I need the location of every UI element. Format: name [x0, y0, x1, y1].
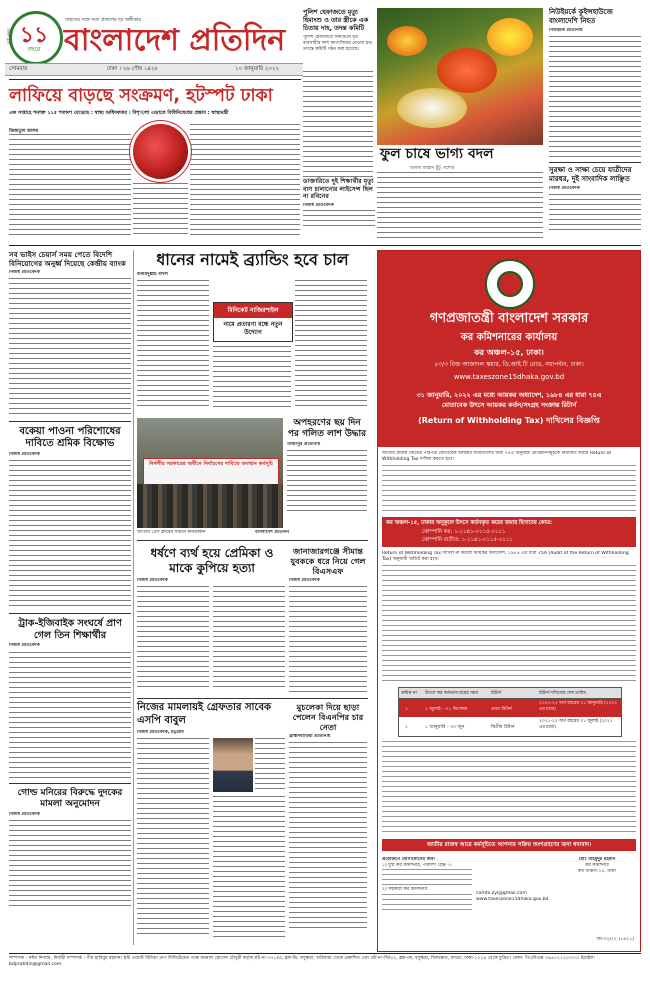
ny-text-lines — [549, 36, 641, 158]
th-serial: ক্রমিক নং — [401, 691, 418, 696]
table-row — [399, 717, 621, 735]
ad-contact-mid — [476, 891, 556, 921]
abducted-byline: গাজীপুর প্রতিনিধি — [287, 442, 321, 447]
bnp-headline: মুচলেকা দিয়ে ছাড়া পেলেন বিএনপির চার নেতা — [292, 702, 364, 732]
date-bn: ঢাকা । ২৬ পৌষ ১৪২৮ — [107, 66, 159, 72]
cell: ১ জুলাই - ৩১ ডিসেম্বর — [425, 707, 468, 712]
boy-story — [289, 546, 367, 696]
flower-cluster-1 — [387, 26, 427, 56]
rice-headline: ধানের নামেই ব্র্যান্ডিং হবে চাল — [156, 250, 349, 269]
rape-byline: নিজস্ব প্রতিবেদক — [137, 578, 168, 583]
rice-col-1 — [137, 280, 209, 410]
truck-headline: ট্রাক-ইজিবাইক সংঘর্ষে প্রাণ গেল তিন শিক্ষার্থীর — [18, 618, 122, 641]
babul-col-2b — [255, 738, 285, 792]
babul-col-1 — [137, 738, 209, 938]
table-row — [399, 699, 621, 717]
ad-notice-title: (Return of Withholding Tax) দাখিলের বিজ্ঞপ্তি — [418, 416, 600, 425]
ad-schedule-table — [398, 687, 622, 737]
rice-col-3 — [295, 280, 367, 410]
babul-byline: নিজস্ব প্রতিবেদক, চট্টগ্রাম — [137, 730, 184, 735]
flower-story-lines — [377, 172, 543, 238]
ad-footer-note: জাতীয় রাজস্ব আয়ে কর্মসূচিতে আপনার সক্রিয় অংশগ্রহণের জন্য ধন্যবাদ। — [426, 842, 592, 848]
date-strip — [5, 63, 303, 76]
th-period: উৎসে কর কর্তন/সংগ্রহের সময় — [425, 691, 479, 696]
truck-byline: নিজস্ব প্রতিবেদক — [9, 643, 40, 649]
date-en: ১০ জানুয়ারি ২০২২ — [235, 66, 280, 72]
murder-story — [303, 178, 375, 248]
protest-photo — [137, 418, 283, 528]
cell: ২০২১-২২ অর্থ বছরের ৩১ জানুয়ারি (২০২২ এর মধ্যে) — [539, 701, 618, 712]
emblem-center — [497, 271, 523, 297]
lead-headline: লাফিয়ে বাড়ছে সংক্রমণ, হটস্পট ঢাকা — [9, 86, 273, 106]
ad-body-para2: Return of Withholding Tax দাখিল না করলে আয়কর অধ্যাদেশ, ১৯৮৪ এর ধারা 75A (Audit of the Return of Withholding Tax) অনুযায়ী অডিট করা হবে। — [382, 551, 629, 563]
lead-col-1 — [9, 134, 131, 238]
ad-header — [378, 251, 640, 447]
table-header-row — [399, 688, 621, 699]
sarasa-headline: সুরক্ষা ও সাক্ষ্য চেয়ে যাত্রীদের মারধর, দুই সাংবাদিক লাঞ্ছিত — [549, 166, 632, 184]
worker-headline: বকেয়া পাওনা পরিশোধের দাবিতে শ্রমিক বিক্ষোভ — [19, 426, 121, 450]
ad-contact-left — [382, 857, 472, 927]
contact-left-1: ১) যুগ্ম কর কমিশনার, পরিদর্শী রেঞ্জ -১ — [382, 863, 452, 869]
th-deadline: রিটার্ন দাখিলের শেষ তারিখ — [539, 691, 587, 696]
contact-left-lines-2 — [382, 894, 472, 912]
ad-code-title: কর অঞ্চল-১৫, ঢাকার অনুকূলে উৎসে কর্তনকৃত করের জমার হিসাবের কোড: — [386, 520, 553, 526]
ny-byline: নিউইয়র্ক প্রতিনিধি — [549, 28, 583, 33]
right-column — [549, 8, 641, 248]
ad-gov: গণপ্রজাতন্ত্রী বাংলাদেশ সরকার — [429, 311, 589, 326]
bnp-byline: ব্রাহ্মণবাড়িয়া প্রতিনিধি — [289, 734, 331, 739]
cell: দ্বিতীয় রিটার্ন — [491, 725, 515, 730]
top-news-title: পুলিশ হেফাজতে মৃত্যু হিমাংশু ও তার স্ত্রীকে এক চিতায় দাহ, তদন্ত কমিটি — [303, 8, 369, 32]
ad-code-1: কোম্পানি কর: ১-১১৪১-০১১৫-০১১১ — [422, 529, 506, 535]
rice-col-2 — [213, 346, 291, 410]
ad-zone: কর অঞ্চল-১৫, ঢাকা। — [474, 348, 544, 357]
contact-website[interactable]: www.taxeszone15dhaka.gov.bd — [476, 897, 549, 903]
protest-crowd — [137, 484, 283, 528]
day: সোমবার — [9, 66, 28, 72]
gold-text-lines — [9, 820, 131, 910]
abducted-headline: অপহরণের ছয় দিন পর গলিত লাশ উদ্ধার — [287, 418, 367, 439]
contact-email[interactable]: comtx.zyl@gmail.com — [476, 891, 527, 896]
ad-website[interactable]: www.taxeszone15dhaka.gov.bd — [453, 373, 565, 381]
protest-banner-text: নির্দলীয় সরকারের অধীনে নির্বাচনের দাবিতে অবস্থান কর্মসূচি — [149, 461, 273, 467]
virus-graphic — [133, 124, 188, 179]
flower-cluster-3 — [487, 18, 533, 56]
cell: ২ — [405, 725, 408, 730]
left-column — [9, 250, 131, 950]
ad-signer — [558, 857, 636, 917]
flower-cluster-2 — [437, 48, 497, 93]
gold-headline: গোল্ড মনিরের বিরুদ্ধে দুদকের মামলা অনুমোদন — [17, 787, 123, 809]
cell: প্রথম রিটার্ন — [491, 707, 512, 712]
flower-photo — [377, 8, 543, 145]
murder-headline: ডাক্তারিতে দুই শিক্ষার্থীর মৃত্যু বাস চালানোর লাইসেন্স ছিল না রবিনের — [303, 178, 374, 201]
ad-bullets — [382, 741, 636, 833]
ad-code-2: কোম্পানি ব্যতীত: ১-১১৪১-০১১৫-০১১১ — [422, 537, 513, 543]
rape-col-1 — [137, 586, 209, 690]
paper-name: বাংলাদেশ প্রতিদিন — [64, 23, 286, 58]
worker-text-lines — [9, 460, 131, 610]
gold-byline: নিজস্ব প্রতিবেদক — [9, 811, 40, 817]
cell: ১ — [405, 707, 408, 712]
middle-column — [137, 250, 368, 950]
ad-notice-line1: ৩১ জানুয়ারি, ২০২২ এর মধ্যে আয়কর অধ্যাদেশ, ১৯৮৪ এর ধারা ৭৫এ — [416, 391, 602, 399]
murder-byline: নিজস্ব প্রতিবেদক — [303, 202, 334, 208]
contact-left-title: প্রয়োজনে যোগাযোগের জন্য — [382, 857, 435, 862]
boy-headline: জানাজারগঞ্জে সীমান্ত যুবককে ধরে নিয়ে গেল বিএসএফ — [290, 546, 366, 576]
flower-cluster-4 — [397, 88, 467, 128]
rice-sidebox-title: মিনিকেট নাজিরশাইল — [214, 303, 292, 318]
ny-headline: নিউইয়র্কে কুইন্সহাউজে বাংলাদেশি নিহত — [549, 8, 613, 25]
bnp-text-lines — [289, 742, 367, 932]
flower-headline: ফুল চাষে ভাগ্য বদল — [380, 146, 494, 162]
lead-col-2b — [133, 183, 188, 238]
anniversary-logo — [9, 11, 63, 65]
lead-sub: এক সপ্তাহে শনাক্ত ১১৫ শতাংশ বেড়েছে : স্বাস্থ্য অধিদফতর । বিশৃঙ্খলা এড়াতে বিধিনিষেধের প্রস্তাব : স্বাস্থ্যমন্ত্রী — [9, 110, 229, 116]
price-label: প্রচ্ছদ মূল্য — [6, 28, 11, 45]
worker-byline: নিজস্ব প্রতিবেদক — [9, 452, 40, 458]
babul-col-2 — [213, 796, 285, 938]
sarasa-text-lines — [549, 194, 641, 234]
signer-title: কর কমিশনার — [585, 863, 609, 869]
bangladesh-emblem — [485, 259, 535, 309]
loan-headline: সব ভাইস চেয়ার্স সময় পেতে বিদেশি বিনিয়োগের অনুর্ধ্ব দিয়েছে কেন্দ্রীয় ব্যাংক — [9, 250, 126, 268]
rice-sidebox-sub: নামে প্রতারণা বন্ধে নতুন উদ্যোগ — [223, 321, 283, 336]
signer-zone: কর অঞ্চল-১৫, ঢাকা — [578, 869, 616, 875]
sarasa-byline: নিজস্ব প্রতিবেদক — [549, 186, 580, 192]
ad-code-box — [382, 517, 636, 547]
babul-photo — [213, 738, 253, 792]
rice-sidebox — [213, 302, 293, 342]
logo-sub: বছরে — [27, 46, 41, 53]
tagline: সাহসের সঙ্গে সত্য প্রকাশের দৃঢ় অঙ্গীকার — [65, 18, 141, 23]
protest-caption: জাতীয় প্রেস ক্লাবের সামনে মানববন্ধন — [137, 530, 206, 535]
boy-byline: নিজস্ব প্রতিবেদক — [289, 578, 320, 583]
murder-text-lines — [303, 210, 375, 230]
bnp-story — [289, 702, 367, 942]
imprint: সম্পাদক : নঈম নিজাম, নির্বাহী সম্পাদক : পীর হাবিবুর রহমান। ইস্ট ওয়েস্ট মিডিয়া গ্রুপ লিমিটেডের পক্ষে ময়নাল হোসেন চৌধুরী কর্তৃক প্লট নং-৩৭১/এ, ব্লক-ডি, বসুন্ধরা, বারিধারা থেকে প্রকাশিত এবং প্লট নং-সি/৫২, ব্লক-কে, বসুন্ধরা, খিলক্ষেত, বাড্ডা, ঢাকা-১২২৯ থেকে মুদ্রিত। ফোন: পিএবিএক্স ০৯৬১২১২০০০০। ইমেইল: bdpratidin@gmail.com — [9, 956, 596, 967]
ad-address: ৫৩/৩ রিজ আজাদল স্কয়ার, ডি.আই.টি রোড, নয়াপল্টন, ঢাকা। — [434, 361, 584, 368]
logo-number: ১১ — [19, 23, 49, 48]
top-news-text-lines — [303, 71, 373, 177]
ad-footer-band — [382, 839, 636, 851]
top-news — [303, 8, 373, 173]
flower-credit: আলম জাহান টুটু, যশোর — [410, 166, 455, 171]
ad-body-lines — [382, 465, 636, 513]
signer-name: মোঃ মাহমুদুর রহমান — [578, 857, 616, 862]
abducted-text-lines — [287, 450, 367, 512]
tax-advertisement — [377, 250, 641, 952]
th-return: রিটার্ন — [491, 691, 501, 696]
lead-col-2 — [190, 124, 300, 238]
ad-code: জি-৩২/২২ (১৯২১) — [596, 937, 634, 942]
ad-body-lines-2 — [382, 565, 636, 683]
boy-text-lines — [289, 586, 367, 692]
abducted-story — [287, 418, 367, 538]
protest-banner — [143, 458, 279, 486]
rape-headline: ধর্ষণে ব্যর্থ হয়ে প্রেমিকা ও মাকে কুপিয়ে হত্যা — [150, 546, 274, 575]
truck-text-lines — [9, 652, 131, 780]
rice-byline: উবায়দুল্লাহ বাদল — [137, 272, 168, 277]
ad-office: কর কমিশনারের কার্যালয় — [460, 332, 558, 343]
cell: ১ জানুয়ারি - ৩০ জুন — [425, 725, 465, 730]
cell: ২০২১-২২ অর্থ বছরের ৩১ জুলাই (২০২২ এর মধ্যে) — [539, 719, 613, 730]
loan-text-lines — [9, 278, 131, 418]
contact-left-lines — [382, 869, 472, 887]
rape-col-2 — [213, 586, 285, 690]
ad-body-para: জাতীয় রাজস্ব বোর্ডের পরিপত্র মোতাবেক আয়কর অধ্যাদেশের ধারা ৭৫এ অনুযায়ী প্রতিষ্ঠানসমূহকে নির্ধারিত ফরমে Return of Withholding Tax দাখিল করতে হবে। — [382, 451, 612, 463]
ad-notice-line2: মোতাবেক উৎসে আয়কর কর্তন/সংগ্রহ সংক্রান্ত রিটার্ন — [441, 401, 577, 409]
babul-headline: নিজের মামলায়ই গ্রেফতার সাবেক এসপি বাবুল — [137, 702, 272, 726]
loan-byline: নিজস্ব প্রতিবেদক — [9, 270, 40, 275]
top-news-body: পুলিশ হেফাজতে নির্যাতনে মৃত ব্যবসায়ীর লাশ কাপাসিয়ায় নেওয়া হয়। তদন্তে কমিটি গঠন করা হয়েছে। — [303, 35, 373, 53]
protest-credit: বাংলাদেশ প্রতিদিন — [255, 530, 289, 535]
contact-left-2: ২) সহকারী কর কমিশনার — [382, 887, 428, 893]
lead-byline: জিন্নাতুল আলম — [9, 129, 39, 134]
